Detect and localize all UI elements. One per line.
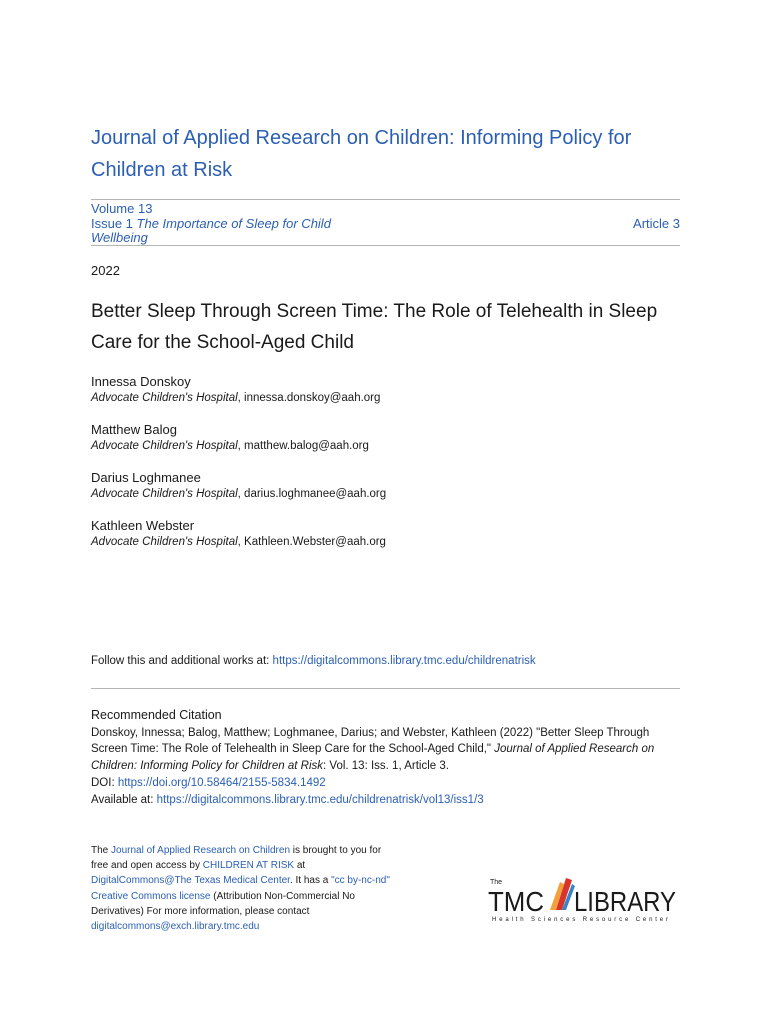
author-entry — [91, 470, 681, 502]
follow-line — [91, 655, 536, 667]
follow-link[interactable]: https://digitalcommons.library.tmc.edu/childrenatrisk — [272, 655, 536, 667]
author-list — [91, 374, 681, 566]
author-name: Innessa Donskoy — [91, 374, 191, 389]
author-email: , matthew.balog@aah.org — [237, 440, 369, 452]
vol-divider — [91, 245, 680, 246]
available-label: Available at: — [91, 793, 157, 806]
follow-prefix: Follow this and additional works at: — [91, 655, 273, 667]
issue-title[interactable]: The Importance of Sleep for Child Wellbeing — [91, 215, 331, 245]
author-affiliation — [91, 390, 681, 406]
access-text: (Attribution Non-Commercial No Derivatives) For more information, please contact — [91, 890, 355, 917]
author-institution: Advocate Children's Hospital — [91, 392, 238, 404]
digitalcommons-link[interactable]: DigitalCommons@The Texas Medical Center — [91, 875, 290, 887]
book-icon — [550, 878, 575, 910]
issue-link[interactable] — [91, 217, 391, 246]
license-link[interactable]: "cc by-nc-nd" Creative Commons license — [91, 875, 390, 902]
citation-available — [91, 792, 681, 809]
author-email: , Kathleen.Webster@aah.org — [237, 536, 386, 548]
access-text: is brought to you for free and open access by — [91, 845, 382, 872]
logo-tmc: TMC — [488, 886, 544, 917]
contact-email-link[interactable]: digitalcommons@exch.library.tmc.edu — [91, 921, 260, 933]
access-text: The — [91, 845, 112, 856]
available-link[interactable]: https://digitalcommons.library.tmc.edu/childrenatrisk/vol13/iss1/3 — [156, 793, 484, 806]
author-name: Matthew Balog — [91, 422, 177, 437]
citation-body — [91, 725, 681, 775]
author-name: Darius Loghmanee — [91, 470, 201, 485]
open-access-notice — [91, 843, 391, 934]
citation-text: Donskoy, Innessa; Balog, Matthew; Loghmanee, Darius; and Webster, Kathleen (2022) "Better Sleep Through Screen Time: The Role of Telehealth in Sleep Care for the School-Aged Child," — [91, 726, 650, 756]
journal-title-link[interactable]: Journal of Applied Research on Children: Informing Policy for Children at Risk — [91, 127, 632, 181]
author-institution: Advocate Children's Hospital — [91, 488, 238, 500]
recommended-citation — [91, 707, 681, 808]
author-institution: Advocate Children's Hospital — [91, 536, 238, 548]
journal-link[interactable]: Journal of Applied Research on Children — [111, 845, 291, 856]
citation-divider — [91, 688, 680, 689]
author-email: , innessa.donskoy@aah.org — [237, 392, 381, 404]
paper-title: Better Sleep Through Screen Time: The Role of Telehealth in Sleep Care for the School-Aged Child — [91, 301, 658, 353]
doi-label: DOI: — [91, 776, 118, 789]
author-affiliation — [91, 486, 681, 502]
author-entry — [91, 422, 681, 454]
author-affiliation — [91, 438, 681, 454]
volume-link[interactable]: Volume 13 — [91, 201, 153, 216]
access-text: at — [294, 860, 306, 872]
doi-link[interactable]: https://doi.org/10.58464/2155-5834.1492 — [117, 776, 326, 789]
logo-tagline: Health Sciences Resource Center — [492, 917, 668, 923]
volume-issue-block — [91, 202, 391, 246]
logo-the: The — [490, 879, 503, 886]
author-email: , darius.loghmanee@aah.org — [237, 488, 387, 500]
citation-volume: : Vol. 13: Iss. 1, Article 3. — [323, 760, 449, 773]
author-entry — [91, 518, 681, 550]
top-divider — [91, 199, 680, 200]
journal-title[interactable] — [91, 122, 681, 186]
author-entry — [91, 374, 681, 406]
tmc-library-logo — [488, 874, 678, 924]
access-text: . It has a — [289, 875, 332, 887]
children-at-risk-link[interactable]: CHILDREN AT RISK — [202, 860, 295, 872]
author-affiliation — [91, 534, 681, 550]
author-institution: Advocate Children's Hospital — [91, 440, 238, 452]
logo-library: LIBRARY — [574, 886, 677, 917]
citation-doi — [91, 775, 681, 792]
citation-heading: Recommended Citation — [91, 708, 222, 722]
citation-journal: Journal of Applied Research on Children: Informing Policy for Children at Risk — [91, 743, 655, 773]
issue-number[interactable]: Issue 1 — [91, 215, 133, 231]
publication-year: 2022 — [91, 263, 120, 278]
article-number-link[interactable]: Article 3 — [633, 216, 680, 231]
author-name: Kathleen Webster — [91, 518, 195, 533]
